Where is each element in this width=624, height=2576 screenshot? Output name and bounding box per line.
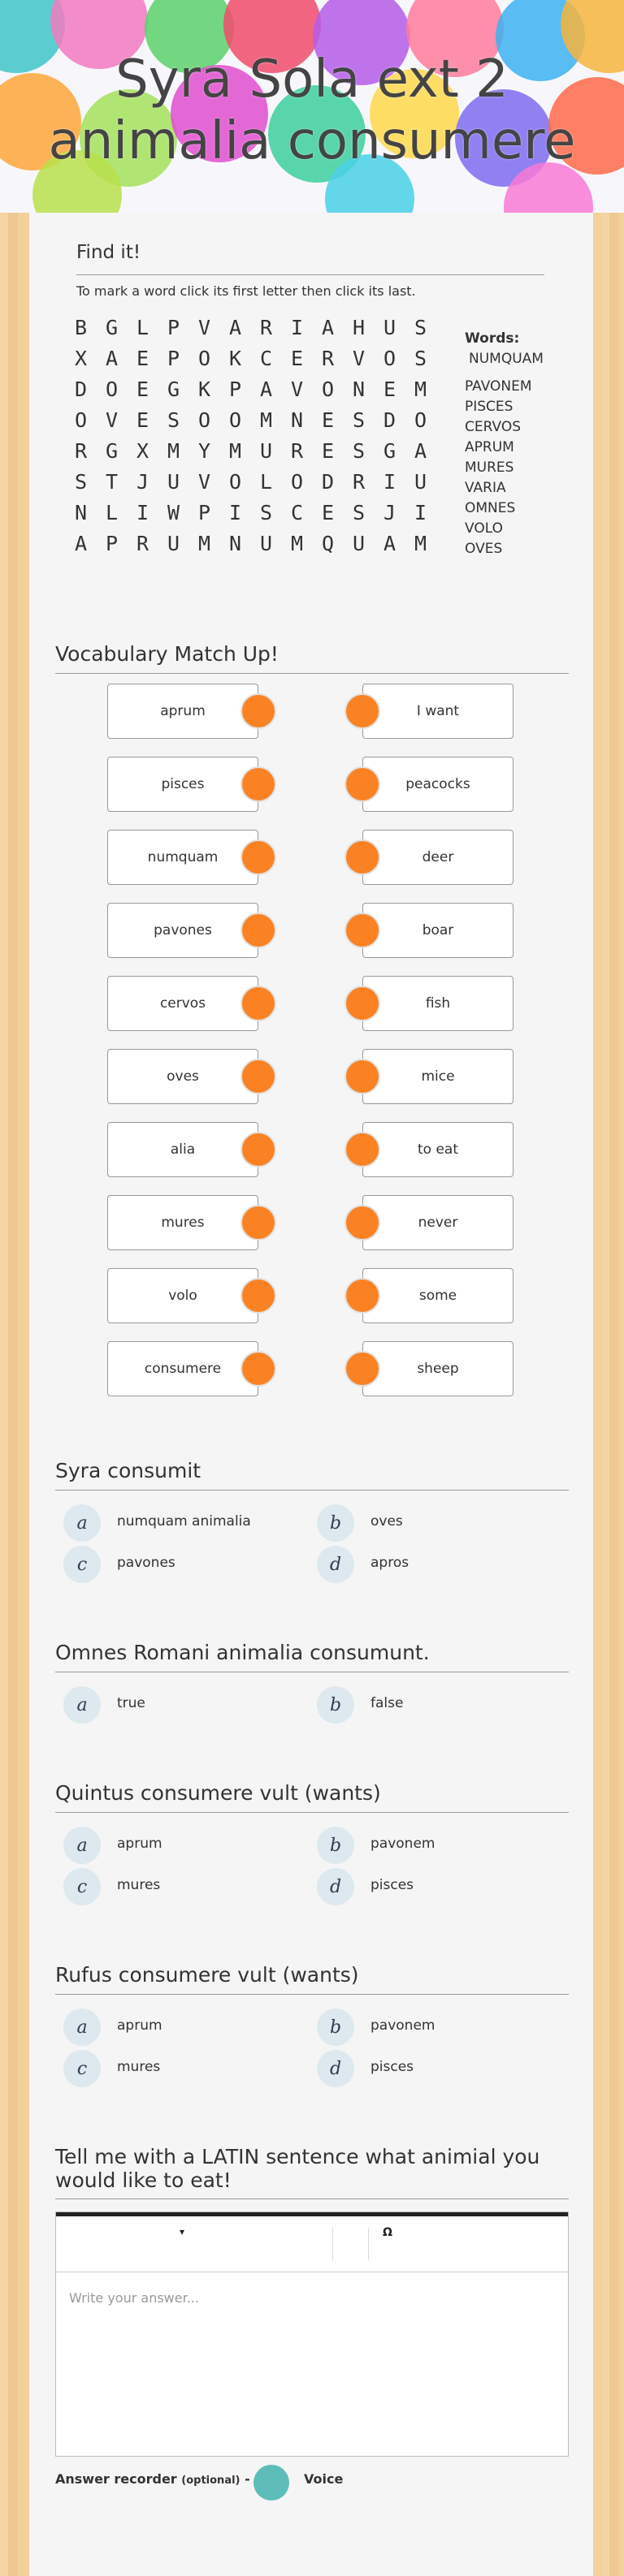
q1-option-c-badge[interactable]: c	[63, 1546, 101, 1583]
grid-letter[interactable]: M	[260, 408, 273, 432]
match-left-card[interactable]: volo	[107, 1268, 258, 1323]
match-left-connector[interactable]	[240, 1205, 276, 1241]
grid-letter[interactable]: U	[353, 532, 366, 555]
match-right-card[interactable]: I want	[362, 684, 514, 739]
grid-letter[interactable]: O	[75, 408, 88, 432]
match-right-connector[interactable]	[344, 1278, 380, 1314]
grid-letter[interactable]: A	[75, 532, 88, 555]
special-character-icon[interactable]: Ω	[383, 2226, 392, 2239]
grid-letter[interactable]: S	[353, 501, 366, 524]
header-banner	[0, 0, 624, 213]
grid-letter[interactable]: O	[384, 347, 396, 370]
match-right-card[interactable]: mice	[362, 1049, 514, 1104]
match-right-card[interactable]: sheep	[362, 1341, 514, 1396]
grid-row	[75, 408, 445, 432]
toolbar-separator	[368, 2228, 369, 2260]
match-left-connector[interactable]	[240, 766, 276, 802]
grid-letter[interactable]: M	[414, 378, 427, 401]
q3-option-a-badge[interactable]: a	[63, 1827, 101, 1864]
grid-letter[interactable]: S	[167, 408, 180, 432]
recorder-optional: (optional)	[181, 2475, 240, 2487]
grid-letter[interactable]: R	[136, 532, 150, 555]
grid-letter[interactable]: O	[106, 378, 119, 401]
word-item: PISCES	[465, 399, 514, 415]
match-divider	[55, 673, 569, 674]
match-right-connector[interactable]	[344, 1351, 380, 1387]
grid-letter[interactable]: U	[167, 532, 180, 555]
grid-letter[interactable]: G	[167, 378, 180, 401]
grid-letter[interactable]: A	[260, 378, 273, 401]
grid-letter[interactable]: D	[75, 378, 88, 401]
grid-row	[75, 316, 445, 339]
grid-letter[interactable]: M	[229, 439, 242, 463]
match-right-connector[interactable]	[344, 1205, 380, 1241]
page-title: Syra Sola ext 2 animalia consumere	[48, 50, 576, 171]
voice-label: Voice	[304, 2471, 344, 2487]
q1-option-b[interactable]: oves	[370, 1513, 403, 1530]
match-left-connector[interactable]	[240, 839, 276, 875]
grid-letter[interactable]: I	[291, 316, 304, 339]
grid-letter[interactable]: U	[260, 532, 273, 555]
grid-letter[interactable]: I	[229, 501, 242, 524]
grid-letter[interactable]: D	[322, 470, 335, 494]
q2-option-a[interactable]: true	[117, 1695, 145, 1711]
grid-row	[75, 532, 445, 555]
q4-title: Rufus consumere vult (wants)	[55, 1963, 359, 1987]
match-right-connector[interactable]	[344, 693, 380, 729]
q3-title: Quintus consumere vult (wants)	[55, 1781, 381, 1805]
match-left-connector[interactable]	[240, 693, 276, 729]
q1-title: Syra consumit	[55, 1459, 202, 1482]
word-item: MURES	[465, 460, 514, 476]
grid-letter[interactable]: A	[414, 439, 427, 463]
grid-letter[interactable]: O	[414, 408, 427, 432]
grid-letter[interactable]: C	[291, 501, 304, 524]
grid-row	[75, 347, 445, 370]
grid-letter[interactable]: X	[136, 439, 150, 463]
match-left-connector[interactable]	[240, 1132, 276, 1167]
grid-letter[interactable]: A	[322, 316, 335, 339]
grid-letter[interactable]: Q	[322, 532, 335, 555]
grid-letter[interactable]: O	[229, 470, 242, 494]
match-left-card[interactable]: mures	[107, 1195, 258, 1250]
q3-option-c[interactable]: mures	[117, 1877, 161, 1893]
match-left-card[interactable]: oves	[107, 1049, 258, 1104]
q2-option-b-badge[interactable]: b	[317, 1686, 354, 1724]
match-left-connector[interactable]	[240, 913, 276, 948]
match-left-card[interactable]: pavones	[107, 903, 258, 958]
grid-letter[interactable]: E	[136, 347, 150, 370]
q4-option-b-badge[interactable]: b	[317, 2009, 354, 2046]
match-left-card[interactable]: numquam	[107, 830, 258, 885]
q2-option-b[interactable]: false	[370, 1695, 404, 1711]
match-left-card[interactable]: aprum	[107, 684, 258, 739]
grid-letter[interactable]: O	[198, 347, 211, 370]
grid-letter[interactable]: K	[198, 378, 211, 401]
grid-letter[interactable]: M	[291, 532, 304, 555]
match-right-card[interactable]: never	[362, 1195, 514, 1250]
match-left-connector[interactable]	[240, 1351, 276, 1387]
word-item: NUMQUAM	[469, 351, 544, 367]
grid-letter[interactable]: S	[414, 316, 427, 339]
grid-letter[interactable]: V	[106, 408, 119, 432]
q3-option-d-badge[interactable]: d	[317, 1868, 354, 1905]
match-right-connector[interactable]	[344, 1059, 380, 1094]
match-left-connector[interactable]	[240, 1278, 276, 1314]
grid-letter[interactable]: E	[322, 408, 335, 432]
grid-letter[interactable]: L	[136, 316, 150, 339]
grid-letter[interactable]: E	[136, 378, 150, 401]
grid-letter[interactable]: U	[167, 470, 180, 494]
find-it-title: Find it!	[76, 242, 141, 263]
grid-letter[interactable]: S	[353, 439, 366, 463]
grid-letter[interactable]: P	[167, 347, 180, 370]
match-right-connector[interactable]	[344, 766, 380, 802]
grid-letter[interactable]: P	[106, 532, 119, 555]
match-left-connector[interactable]	[240, 1059, 276, 1094]
match-left-card[interactable]: cervos	[107, 976, 258, 1031]
grid-letter[interactable]: V	[291, 378, 304, 401]
word-item: VOLO	[465, 520, 503, 537]
q1-divider	[55, 1490, 569, 1491]
grid-letter[interactable]: C	[260, 347, 273, 370]
grid-letter[interactable]: M	[414, 532, 427, 555]
grid-row	[75, 501, 445, 524]
grid-letter[interactable]: J	[136, 470, 150, 494]
grid-letter[interactable]: S	[353, 408, 366, 432]
grid-letter[interactable]: A	[384, 532, 396, 555]
q2-title: Omnes Romani animalia consumunt.	[55, 1641, 430, 1664]
match-right-card[interactable]: to eat	[362, 1122, 514, 1177]
grid-letter[interactable]: J	[384, 501, 396, 524]
q3-option-b[interactable]: pavonem	[370, 1836, 436, 1852]
match-left-card[interactable]: pisces	[107, 757, 258, 812]
q3-option-b-badge[interactable]: b	[317, 1827, 354, 1864]
word-item: PAVONEM	[465, 378, 532, 395]
match-left-connector[interactable]	[240, 986, 276, 1021]
toolbar-separator	[332, 2228, 333, 2260]
find-it-divider	[76, 274, 544, 275]
grid-letter[interactable]: A	[106, 347, 119, 370]
q4-option-c[interactable]: mures	[117, 2059, 161, 2075]
grid-letter[interactable]: M	[167, 439, 180, 463]
grid-letter[interactable]: O	[229, 408, 242, 432]
match-left-card[interactable]: alia	[107, 1122, 258, 1177]
grid-letter[interactable]: S	[75, 470, 88, 494]
q3-option-d[interactable]: pisces	[370, 1877, 414, 1893]
q1-option-d[interactable]: apros	[370, 1555, 410, 1571]
match-right-connector[interactable]	[344, 839, 380, 875]
recorder-label-text: Answer recorder	[55, 2471, 177, 2487]
grid-letter[interactable]: L	[260, 470, 273, 494]
q3-divider	[55, 1812, 569, 1813]
q5-title: Tell me with a LATIN sentence what animial you would like to eat!	[55, 2145, 540, 2192]
word-item: VARIA	[465, 480, 506, 496]
match-right-connector[interactable]	[344, 1132, 380, 1167]
grid-letter[interactable]: M	[198, 532, 211, 555]
grid-letter[interactable]: O	[198, 408, 211, 432]
grid-letter[interactable]: A	[229, 316, 242, 339]
match-right-card[interactable]: peacocks	[362, 757, 514, 812]
grid-letter[interactable]: G	[106, 439, 119, 463]
grid-letter[interactable]: E	[291, 347, 304, 370]
q4-option-b[interactable]: pavonem	[370, 2017, 436, 2034]
grid-letter[interactable]: E	[322, 439, 335, 463]
q1-option-b-badge[interactable]: b	[317, 1504, 354, 1542]
words-heading: Words:	[465, 330, 520, 347]
q3-option-a[interactable]: aprum	[117, 1836, 162, 1852]
match-right-card[interactable]: some	[362, 1268, 514, 1323]
match-right-card[interactable]: deer	[362, 830, 514, 885]
word-item: OMNES	[465, 500, 516, 516]
grid-letter[interactable]: U	[414, 470, 427, 494]
grid-letter[interactable]: S	[414, 347, 427, 370]
q5-divider	[55, 2198, 569, 2199]
q1-option-c[interactable]: pavones	[117, 1555, 176, 1571]
grid-row	[75, 378, 445, 401]
word-item: OVES	[465, 541, 503, 557]
grid-letter[interactable]: D	[384, 408, 396, 432]
grid-letter[interactable]: Y	[198, 439, 211, 463]
match-right-card[interactable]: fish	[362, 976, 514, 1031]
q4-option-d[interactable]: pisces	[370, 2059, 414, 2075]
grid-letter[interactable]: T	[106, 470, 119, 494]
grid-letter[interactable]: R	[322, 347, 335, 370]
match-right-card[interactable]: boar	[362, 903, 514, 958]
q1-option-d-badge[interactable]: d	[317, 1546, 354, 1583]
q1-option-a-badge[interactable]: a	[63, 1504, 101, 1542]
q4-option-a-badge[interactable]: a	[63, 2009, 101, 2046]
grid-letter[interactable]: V	[198, 470, 211, 494]
q4-option-a[interactable]: aprum	[117, 2017, 162, 2034]
grid-letter[interactable]: R	[353, 470, 366, 494]
grid-row	[75, 439, 445, 463]
grid-letter[interactable]: H	[353, 316, 366, 339]
grid-letter[interactable]: V	[353, 347, 366, 370]
grid-letter[interactable]: U	[260, 439, 273, 463]
q1-option-a[interactable]: numquam animalia	[117, 1513, 251, 1530]
match-right-connector[interactable]	[344, 986, 380, 1021]
grid-letter[interactable]: V	[198, 316, 211, 339]
find-it-instructions: To mark a word click its first letter then click its last.	[76, 283, 416, 299]
q4-divider	[55, 1994, 569, 1995]
grid-letter[interactable]: E	[322, 501, 335, 524]
recorder-dash: -	[245, 2471, 250, 2487]
q3-option-c-badge[interactable]: c	[63, 1868, 101, 1905]
grid-letter[interactable]: E	[384, 378, 396, 401]
grid-letter[interactable]: P	[229, 378, 242, 401]
grid-letter[interactable]: R	[75, 439, 88, 463]
grid-letter[interactable]: N	[291, 408, 304, 432]
grid-letter[interactable]: L	[106, 501, 119, 524]
word-item: APRUM	[465, 439, 514, 455]
grid-letter[interactable]: R	[291, 439, 304, 463]
grid-letter[interactable]: I	[384, 470, 396, 494]
answer-recorder-label	[55, 2471, 250, 2487]
editor-toolbar	[56, 2212, 568, 2272]
grid-letter[interactable]: R	[260, 316, 273, 339]
grid-letter[interactable]: U	[384, 316, 396, 339]
grid-letter[interactable]: N	[353, 378, 366, 401]
grid-letter[interactable]: P	[198, 501, 211, 524]
answer-placeholder[interactable]: Write your answer...	[69, 2290, 199, 2306]
format-dropdown-icon[interactable]: ▾	[180, 2226, 185, 2237]
worksheet-card	[29, 213, 593, 2576]
grid-letter[interactable]: W	[167, 501, 180, 524]
grid-letter[interactable]: N	[75, 501, 88, 524]
grid-letter[interactable]: I	[136, 501, 150, 524]
grid-letter[interactable]: N	[229, 532, 242, 555]
word-item: CERVOS	[465, 419, 521, 435]
answer-editor[interactable]	[55, 2211, 569, 2457]
grid-letter[interactable]: E	[136, 408, 150, 432]
grid-letter[interactable]: G	[106, 316, 119, 339]
grid-letter[interactable]: S	[260, 501, 273, 524]
grid-letter[interactable]: O	[291, 470, 304, 494]
grid-letter[interactable]: O	[322, 378, 335, 401]
match-left-card[interactable]: consumere	[107, 1341, 258, 1396]
grid-letter[interactable]: P	[167, 316, 180, 339]
q4-option-c-badge[interactable]: c	[63, 2050, 101, 2087]
match-title: Vocabulary Match Up!	[55, 642, 279, 666]
q4-option-d-badge[interactable]: d	[317, 2050, 354, 2087]
grid-row	[75, 470, 445, 494]
grid-letter[interactable]: G	[384, 439, 396, 463]
grid-letter[interactable]: X	[75, 347, 88, 370]
grid-letter[interactable]: K	[229, 347, 242, 370]
grid-letter[interactable]: B	[75, 316, 88, 339]
q2-option-a-badge[interactable]: a	[63, 1686, 101, 1724]
grid-letter[interactable]: I	[414, 501, 427, 524]
match-right-connector[interactable]	[344, 913, 380, 948]
record-voice-button[interactable]	[254, 2465, 289, 2500]
